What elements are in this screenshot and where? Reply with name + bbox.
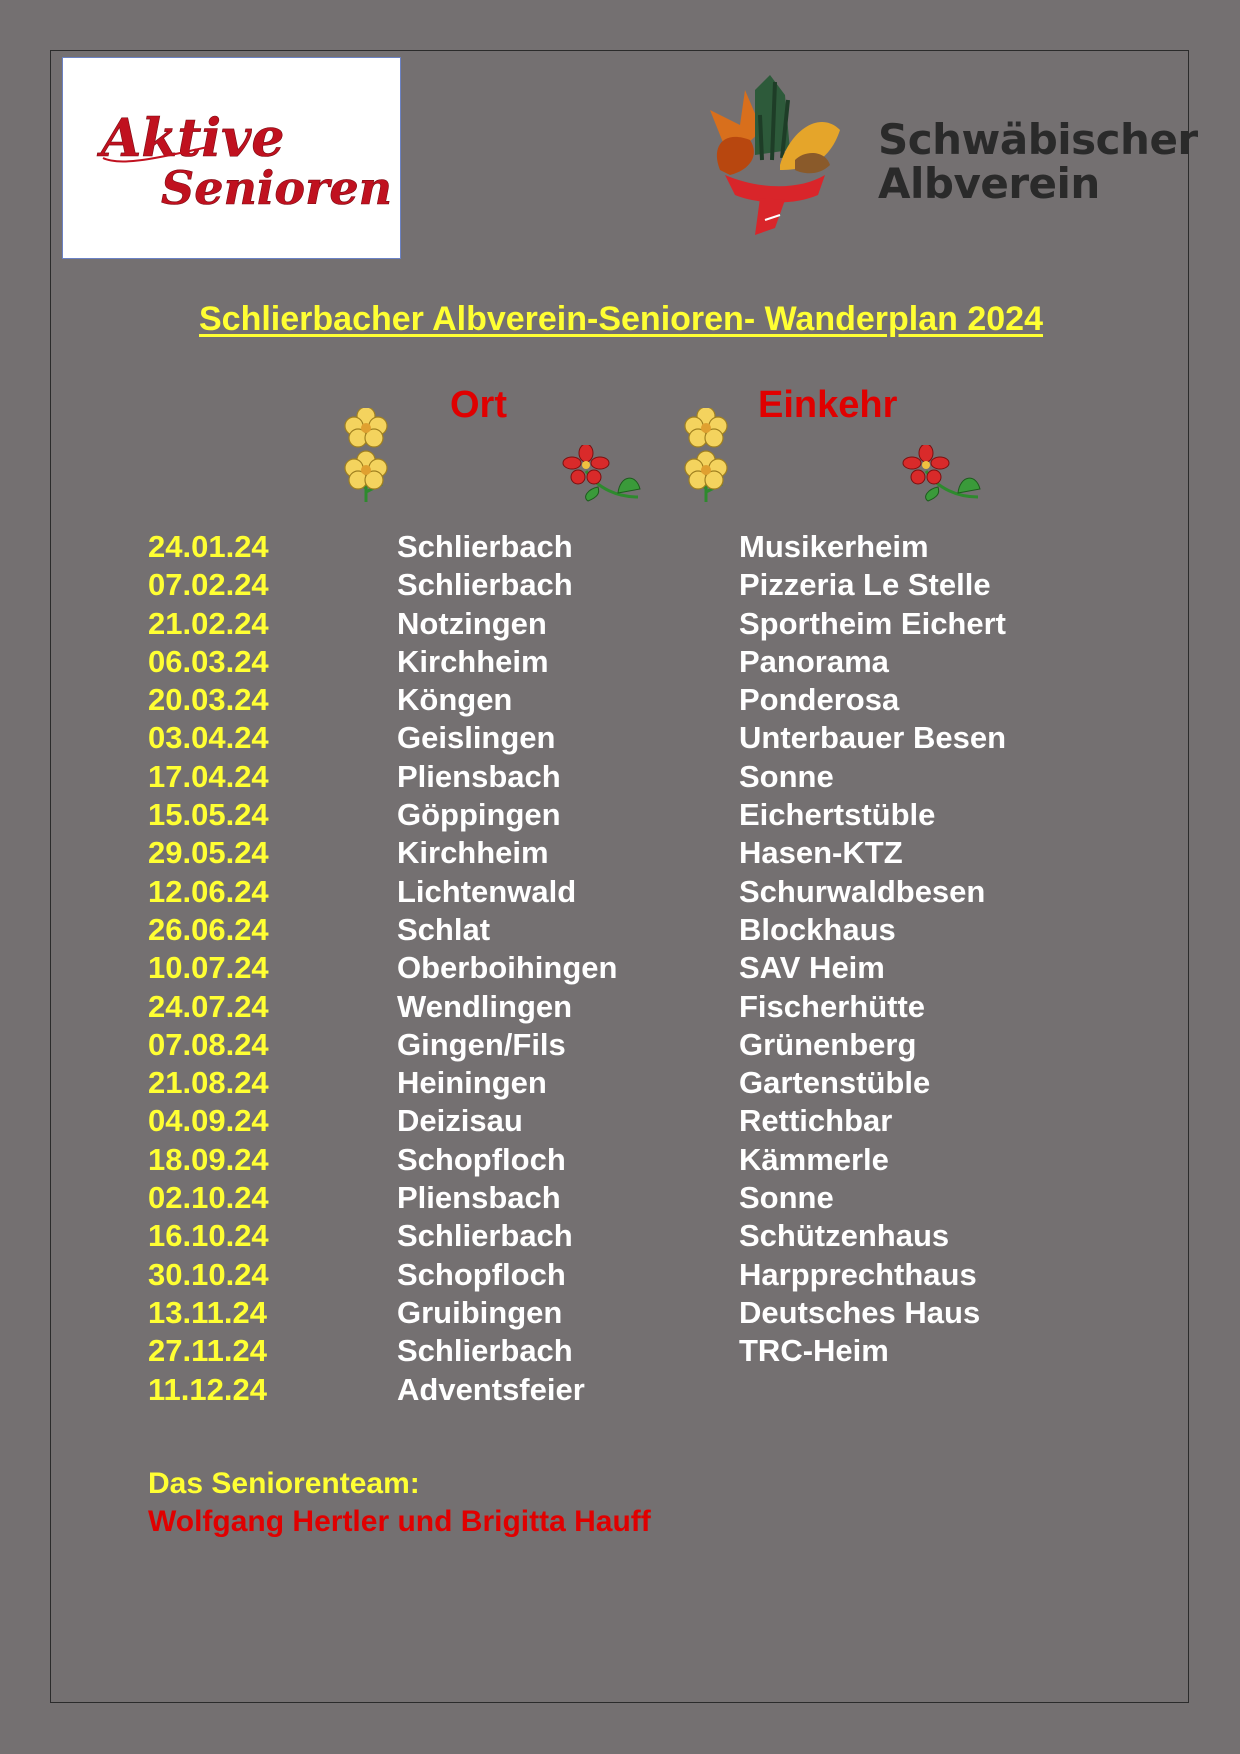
place: Schlierbach bbox=[397, 567, 573, 603]
schedule-row bbox=[0, 1102, 1240, 1140]
date: 10.07.24 bbox=[148, 950, 269, 986]
date: 02.10.24 bbox=[148, 1180, 269, 1216]
logo-text-aktive: Aktive bbox=[101, 108, 285, 169]
date: 29.05.24 bbox=[148, 835, 269, 871]
schedule-row bbox=[0, 1294, 1240, 1332]
date: 21.02.24 bbox=[148, 605, 269, 641]
date: 07.08.24 bbox=[148, 1026, 269, 1062]
inn: Fischerhütte bbox=[739, 988, 926, 1024]
schedule-row bbox=[0, 566, 1240, 604]
schedule-row bbox=[0, 719, 1240, 757]
date: 27.11.24 bbox=[148, 1333, 267, 1369]
inn: Deutsches Haus bbox=[739, 1294, 981, 1330]
date: 21.08.24 bbox=[148, 1065, 269, 1101]
inn: Unterbauer Besen bbox=[739, 720, 1007, 756]
albverein-line1: Schwäbischer bbox=[878, 115, 1198, 164]
date: 17.04.24 bbox=[148, 758, 269, 794]
place: Notzingen bbox=[397, 605, 547, 641]
place: Pliensbach bbox=[397, 758, 561, 794]
schedule-row bbox=[0, 758, 1240, 796]
date: 18.09.24 bbox=[148, 1141, 269, 1177]
inn: SAV Heim bbox=[739, 950, 885, 986]
inn: Sonne bbox=[739, 1180, 834, 1216]
inn: Kämmerle bbox=[739, 1141, 889, 1177]
schedule-row bbox=[0, 528, 1240, 566]
place: Köngen bbox=[397, 682, 513, 718]
inn: Hasen-KTZ bbox=[739, 835, 903, 871]
place: Kirchheim bbox=[397, 643, 549, 679]
inn: Harpprechthaus bbox=[739, 1256, 977, 1292]
place: Schopfloch bbox=[397, 1256, 566, 1292]
schedule-row bbox=[0, 681, 1240, 719]
date: 07.02.24 bbox=[148, 567, 269, 603]
aktive-senioren-logo bbox=[62, 57, 401, 259]
date: 11.12.24 bbox=[148, 1371, 267, 1407]
inn: Grünenberg bbox=[739, 1026, 917, 1062]
schedule-row bbox=[0, 988, 1240, 1026]
inn: Sonne bbox=[739, 758, 834, 794]
schedule-row bbox=[0, 1371, 1240, 1409]
place: Schlierbach bbox=[397, 1333, 573, 1369]
column-header-place: Ort bbox=[450, 384, 507, 426]
schedule-row bbox=[0, 1064, 1240, 1102]
place: Schlierbach bbox=[397, 1218, 573, 1254]
date: 12.06.24 bbox=[148, 873, 269, 909]
place: Kirchheim bbox=[397, 835, 549, 871]
schedule-row bbox=[0, 911, 1240, 949]
schedule-list bbox=[0, 528, 1240, 1409]
place: Pliensbach bbox=[397, 1180, 561, 1216]
page-title: Schlierbacher Albverein-Senioren- Wanderplan 2024 bbox=[199, 300, 1043, 338]
inn: Schützenhaus bbox=[739, 1218, 950, 1254]
place: Heiningen bbox=[397, 1065, 547, 1101]
place: Gingen/Fils bbox=[397, 1026, 566, 1062]
place: Adventsfeier bbox=[397, 1371, 585, 1407]
schedule-row bbox=[0, 1256, 1240, 1294]
schedule-row bbox=[0, 834, 1240, 872]
logo-text-senioren: Senioren bbox=[161, 161, 393, 215]
date: 16.10.24 bbox=[148, 1218, 269, 1254]
date: 24.07.24 bbox=[148, 988, 269, 1024]
inn: Rettichbar bbox=[739, 1103, 893, 1139]
schedule-row bbox=[0, 605, 1240, 643]
inn: Schurwaldbesen bbox=[739, 873, 986, 909]
place: Wendlingen bbox=[397, 988, 573, 1024]
albverein-line2: Albverein bbox=[878, 159, 1100, 208]
inn: Musikerheim bbox=[739, 529, 929, 564]
inn: Sportheim Eichert bbox=[739, 605, 1006, 641]
place: Oberboihingen bbox=[397, 950, 618, 986]
schedule-row bbox=[0, 1332, 1240, 1370]
date: 15.05.24 bbox=[148, 797, 269, 833]
schedule-row bbox=[0, 873, 1240, 911]
date: 26.06.24 bbox=[148, 911, 269, 947]
date: 30.10.24 bbox=[148, 1256, 269, 1292]
schedule-row bbox=[0, 949, 1240, 987]
schedule-row bbox=[0, 643, 1240, 681]
place: Göppingen bbox=[397, 797, 561, 833]
yellow-flower-icon bbox=[678, 408, 738, 504]
date: 20.03.24 bbox=[148, 682, 269, 718]
schedule-row bbox=[0, 1026, 1240, 1064]
date: 24.01.24 bbox=[148, 529, 269, 564]
date: 03.04.24 bbox=[148, 720, 269, 756]
inn: Gartenstüble bbox=[739, 1065, 931, 1101]
place: Deizisau bbox=[397, 1103, 523, 1139]
albverein-leaf-emblem-icon bbox=[700, 70, 850, 255]
red-flower-icon bbox=[898, 445, 982, 505]
schedule-row bbox=[0, 796, 1240, 834]
place: Schlat bbox=[397, 911, 491, 947]
place: Lichtenwald bbox=[397, 873, 577, 909]
schedule-row bbox=[0, 1217, 1240, 1255]
inn: TRC-Heim bbox=[739, 1333, 889, 1369]
red-flower-icon bbox=[558, 445, 642, 505]
date: 04.09.24 bbox=[148, 1103, 269, 1139]
yellow-flower-icon bbox=[338, 408, 398, 504]
team-names: Wolfgang Hertler und Brigitta Hauff bbox=[148, 1505, 651, 1538]
place: Geislingen bbox=[397, 720, 556, 756]
inn: Blockhaus bbox=[739, 911, 896, 947]
albverein-logo-text bbox=[878, 115, 1198, 208]
team-label: Das Seniorenteam: bbox=[148, 1467, 420, 1500]
inn: Ponderosa bbox=[739, 682, 900, 718]
schedule-row bbox=[0, 1179, 1240, 1217]
inn: Panorama bbox=[739, 643, 889, 679]
inn: Pizzeria Le Stelle bbox=[739, 567, 991, 603]
place: Schlierbach bbox=[397, 529, 573, 564]
inn: Eichertstüble bbox=[739, 797, 936, 833]
date: 06.03.24 bbox=[148, 643, 269, 679]
place: Gruibingen bbox=[397, 1294, 563, 1330]
place: Schopfloch bbox=[397, 1141, 566, 1177]
date: 13.11.24 bbox=[148, 1294, 267, 1330]
column-header-inn: Einkehr bbox=[758, 384, 898, 426]
schedule-row bbox=[0, 1141, 1240, 1179]
